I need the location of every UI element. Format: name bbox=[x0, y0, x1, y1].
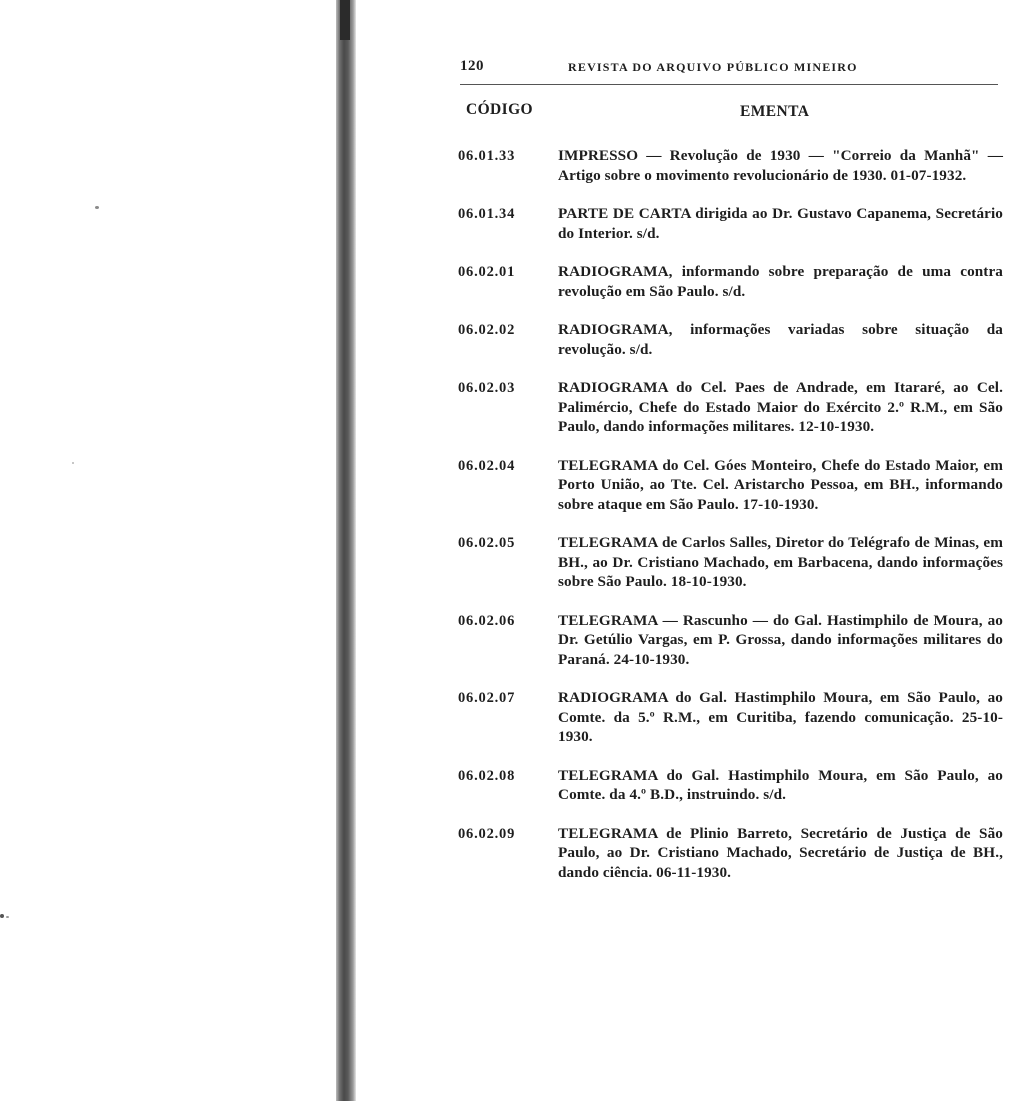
entry-summary: RADIOGRAMA do Gal. Hastimphilo Moura, em São Paulo, ao Comte. da 5.º R.M., em Curitiba, fazendo comunicação. 25-10-1930. bbox=[558, 689, 1003, 745]
list-item bbox=[458, 204, 1003, 243]
list-item bbox=[458, 611, 1003, 670]
running-header bbox=[460, 58, 1000, 84]
header-rule bbox=[460, 84, 998, 85]
entry-summary: RADIOGRAMA, informações variadas sobre situação da revolução. s/d. bbox=[558, 321, 1003, 358]
list-item bbox=[458, 262, 1003, 301]
entry-code: 06.02.03 bbox=[458, 380, 516, 396]
entry-summary: TELEGRAMA do Gal. Hastimphilo Moura, em São Paulo, ao Comte. da 4.º B.D., instruindo. s/d. bbox=[558, 766, 1003, 803]
entry-summary: TELEGRAMA de Carlos Salles, Diretor do Telégrafo de Minas, em BH., ao Dr. Cristiano Machado, em Barbacena, dando informações sobre São Paulo. 18-10-1930. bbox=[558, 534, 1003, 590]
entry-code: 06.02.07 bbox=[458, 690, 516, 706]
list-item bbox=[458, 688, 1003, 747]
facing-page bbox=[0, 0, 340, 1101]
entry-code: 06.01.33 bbox=[458, 148, 516, 164]
entry-summary: IMPRESSO — Revolução de 1930 — "Correio da Manhã" — Artigo sobre o movimento revolucionário de 1930. 01-07-1932. bbox=[558, 147, 1003, 184]
entry-summary: RADIOGRAMA, informando sobre preparação de uma contra revolução em São Paulo. s/d. bbox=[558, 263, 1003, 300]
list-item bbox=[458, 456, 1003, 515]
book-gutter bbox=[336, 0, 356, 1101]
entry-summary: TELEGRAMA de Plinio Barreto, Secretário de Justiça de São Paulo, ao Dr. Cristiano Machado, Secretário de Justiça de BH., dando ciência. 06-11-1930. bbox=[558, 824, 1003, 881]
column-heading-summary: EMENTA bbox=[740, 103, 810, 120]
entry-code: 06.02.02 bbox=[458, 322, 516, 338]
entry-code: 06.02.08 bbox=[458, 767, 516, 784]
entry-summary: TELEGRAMA — Rascunho — do Gal. Hastimphilo de Moura, ao Dr. Getúlio Vargas, em P. Grossa, dando informações militares do Paraná. 24-10-1930. bbox=[558, 611, 1003, 668]
entry-code: 06.02.04 bbox=[458, 457, 516, 474]
list-item bbox=[458, 146, 1003, 185]
list-item bbox=[458, 320, 1003, 359]
list-item bbox=[458, 766, 1003, 805]
page-speck bbox=[0, 914, 4, 918]
entry-code: 06.01.34 bbox=[458, 206, 516, 222]
column-heading-code: CÓDIGO bbox=[466, 101, 533, 118]
entry-code: 06.02.01 bbox=[458, 264, 516, 280]
entry-code: 06.02.06 bbox=[458, 612, 516, 629]
list-item bbox=[458, 533, 1003, 592]
gutter-shadow bbox=[340, 0, 350, 40]
running-title: REVISTA DO ARQUIVO PÚBLICO MINEIRO bbox=[568, 60, 858, 74]
page-speck bbox=[6, 916, 9, 918]
list-item bbox=[458, 824, 1003, 883]
entry-summary: PARTE DE CARTA dirigida ao Dr. Gustavo Capanema, Secretário do Interior. s/d. bbox=[558, 205, 1003, 242]
entry-list bbox=[458, 146, 1003, 901]
list-item bbox=[458, 378, 1003, 437]
entry-code: 06.02.05 bbox=[458, 535, 516, 551]
page-speck bbox=[72, 462, 74, 464]
entry-code: 06.02.09 bbox=[458, 825, 516, 842]
entry-summary: TELEGRAMA do Cel. Góes Monteiro, Chefe do Estado Maior, em Porto União, ao Tte. Cel. Aristarcho Pessoa, em BH., informando sobre ataque em São Paulo. 17-10-1930. bbox=[558, 456, 1003, 513]
page-speck bbox=[95, 206, 99, 209]
page-number: 120 bbox=[460, 58, 484, 74]
entry-summary: RADIOGRAMA do Cel. Paes de Andrade, em Itararé, ao Cel. Palimércio, Chefe do Estado Maior do Exército 2.º R.M., em São Paulo, dando informações militares. 12-10-1930. bbox=[558, 379, 1003, 435]
